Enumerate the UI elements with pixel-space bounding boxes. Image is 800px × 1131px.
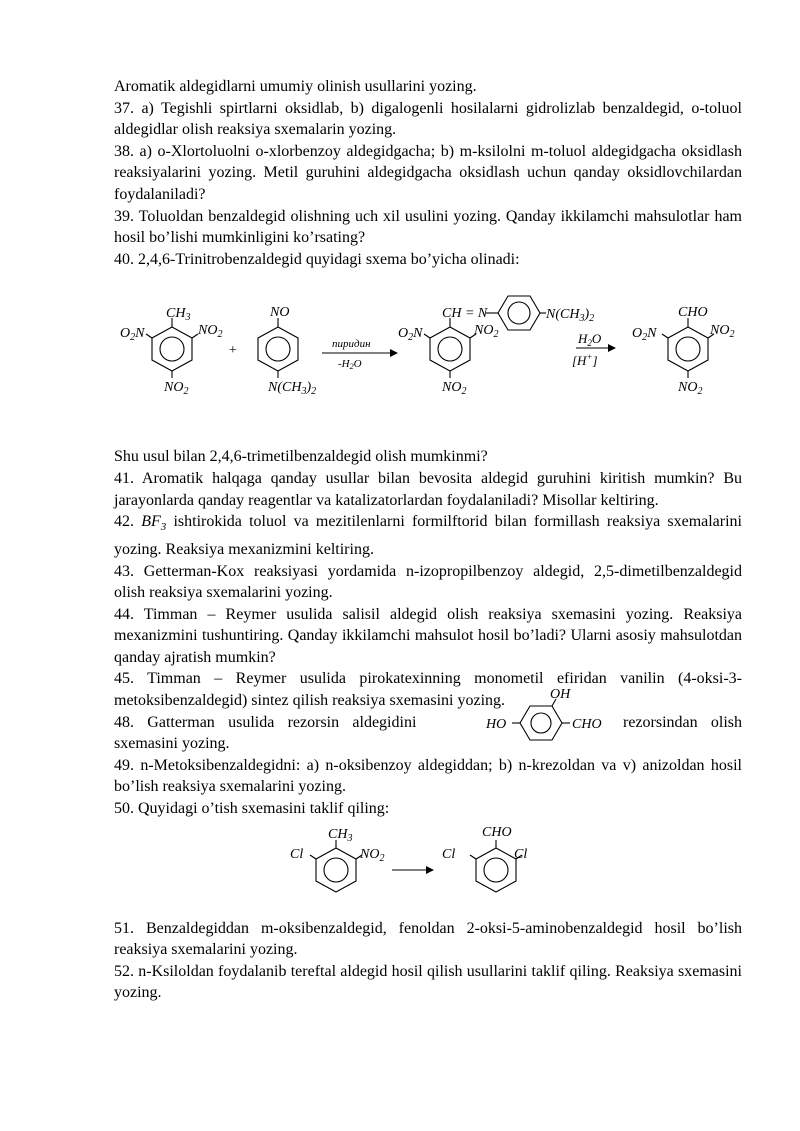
m2-top-label: NO	[270, 305, 290, 321]
arrow-2-bottom: [H+]	[572, 352, 598, 369]
question-38: 38. a) o-Xlortoluolni o-xlorbenzoy aldegidgacha; b) m-ksilolni m-toluol aldegidgacha oksidlash reaksiyalarini yozing. Metil guruhini aldegidgacha oksidlash uchun qanday oksidlovchilardan foydalaniladi?	[114, 142, 742, 203]
question-40: 40. 2,4,6-Trinitrobenzaldegid quyidagi sxema bo’yicha olinadi:	[114, 250, 520, 268]
arrow-2	[572, 331, 616, 368]
q42-text: ishtirokida toluol va mezitilenlarni formilftorid bilan formillash reaksiya sxemalarini yozing. Reaksiya mexanizmini keltiring.	[114, 513, 743, 558]
dichlorobenzaldehyde-structure	[442, 825, 527, 892]
m3-bottom-label: $NO_2$	[442, 380, 467, 398]
s50-a-left: Cl	[290, 846, 304, 862]
arrow-1-bottom: -H2O	[338, 358, 362, 372]
reaction-scheme-50	[114, 820, 742, 918]
m4-bottom-label: $NO_2$	[678, 380, 703, 398]
scheme-50-svg	[114, 820, 742, 918]
s50-b-left: Cl	[442, 846, 456, 862]
s50-a-top: $CH_3$	[328, 826, 353, 844]
m1-left-label: $O_2N$	[120, 326, 145, 344]
schiff-base-structure	[398, 296, 594, 397]
question-49: 49. n-Metoksibenzaldegidni: a) n-oksibenzoy aldegiddan; b) n-krezoldan va v) anizoldan hosil bo’lish reaksiya sxemalarini yozing.	[114, 756, 742, 796]
resorcinol-aldehyde-structure	[484, 686, 664, 744]
q48-right-label: CHO	[572, 716, 602, 732]
question-50: 50. Quyidagi o’tish sxemasini taklif qiling:	[114, 800, 390, 818]
q42-number: 42.	[114, 513, 134, 531]
question-37: 37. a) Tegishli spirtlarni oksidlab, b) digalogenli hosilalarni gidrolizlab benzaldegid, o-toluol aldegidlar olish reaksiya sxemalarin yozing.	[114, 99, 742, 139]
question-41: 41. Aromatik halqaga qanday usullar bilan bevosita aldegid guruhini kiritish mumkin? Bu jarayonlarda qanday reagentlar va katalizatorlardan foydalaniladi? Misollar keltiring.	[114, 469, 742, 509]
chloronitrotoluene-structure	[290, 827, 384, 892]
question-51: 51. Benzaldegiddan m-oksibenzaldegid, fenoldan 2-oksi-5-aminobenzaldegid hosil bo’lish reaksiya sxemalarini yozing.	[114, 919, 742, 959]
m1-top-label: $CH_3$	[166, 306, 191, 324]
q48-oh-label: OH	[550, 686, 571, 702]
s50-b-right: Cl	[514, 846, 528, 862]
question-43: 43. Getterman-Kox reaksiyasi yordamida n-izopropilbenzoy aldegid, 2,5-dimetilbenzaldegid olish reaksiya sxemalarini yozing.	[114, 562, 742, 602]
question-40-followup: Shu usul bilan 2,4,6-trimetilbenzaldegid olish mumkinmi?	[114, 448, 488, 466]
s50-a-right: $NO_2$	[360, 846, 385, 864]
question-42	[114, 511, 742, 560]
nitrosodimethylaniline-structure	[258, 305, 316, 397]
paragraph-intro: Aromatik aldegidlarni umumiy olinish usullarini yozing.	[114, 78, 477, 95]
m3-left-label: $O_2N$	[398, 326, 423, 344]
m3-right-label: $NO_2$	[474, 323, 499, 341]
m4-top-label: CHO	[678, 305, 708, 321]
m4-right-label: $NO_2$	[710, 323, 735, 341]
arrow-2-top: $H_2O$	[578, 331, 602, 349]
trinitrobenzaldehyde-structure	[632, 305, 734, 397]
m2-bottom-label: $N(CH_3)_2$	[268, 380, 317, 398]
q48-text-b: rezorsindan olish sxemasini yozing.	[114, 713, 743, 753]
q48-text-a: 48. Gatterman usulida rezorsin aldegidini	[114, 713, 417, 731]
m3-top-label: CH = N	[442, 306, 488, 322]
question-39: 39. Toluoldan benzaldegid olishning uch xil usulini yozing. Qanday ikkilamchi mahsulotlar ham hosil bo’lishi mumkinligini ko’rsating?	[114, 207, 742, 247]
trinitrotoluene-structure	[120, 306, 222, 397]
plus-sign: +	[228, 343, 238, 359]
s50-b-top: CHO	[482, 824, 512, 840]
m1-bottom-label: $NO_2$	[164, 380, 189, 398]
question-44: 44. Timman – Reymer usulida salisil aldegid olish reaksiya sxemasini yozing. Reaksiya mexanizmini tushuntiring. Qanday ikkilamchi mahsulot hosil bo’ladi? Ularni asosiy mahsulotdan qanday ajratish mumkin?	[114, 605, 742, 666]
arrow-1	[322, 338, 398, 371]
q48-left-label: HO	[486, 716, 507, 732]
bf3-formula: BF	[141, 513, 161, 531]
transition-arrow	[392, 866, 434, 874]
m1-right-label: $NO_2$	[198, 323, 223, 341]
question-45: 45. Timman – Reymer usulida pirokatexinning monometil efiridan vanilin (4-oksi-3-metoksibenzaldegid) sintez qilish reaksiya sxemasini yozing.	[114, 670, 742, 710]
bf3-subscript: 3	[160, 521, 167, 534]
arrow-1-top: пиридин	[332, 338, 371, 351]
m3-sub-label: $N(CH_3)_2$	[546, 307, 595, 325]
m4-left-label: $O_2N$	[632, 326, 657, 344]
document-page	[114, 76, 742, 1004]
question-52: 52. n-Ksiloldan foydalanib tereftal aldegid hosil qilish usullarini taklif qiling. Reaksiya sxemasini yozing.	[114, 962, 742, 1002]
scheme-40-svg	[114, 270, 742, 446]
reaction-scheme-40	[114, 270, 742, 446]
